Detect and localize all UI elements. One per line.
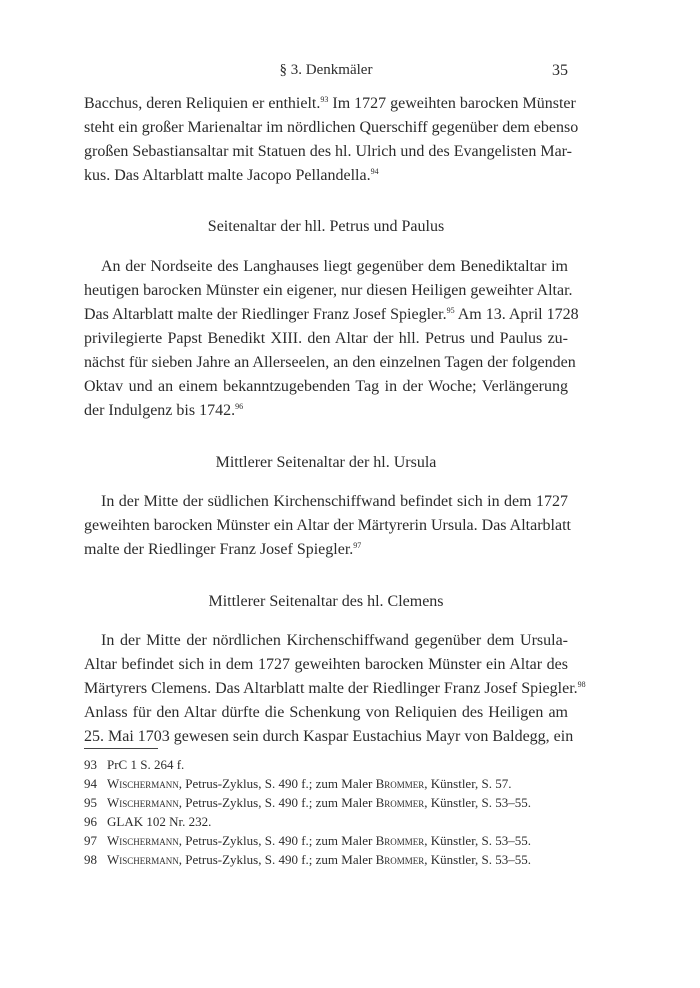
text-line: malte der Riedlinger Franz Josef Spiegler.$^{97}$ xyxy=(84,541,362,558)
footnote: 98 Wischermann, Petrus-Zyklus, S. 490 f.; zum Maler Brommer, Künstler, S. 53–55. xyxy=(84,852,531,867)
section-heading: Seitenaltar der hll. Petrus und Paulus xyxy=(207,218,445,235)
footnote-divider xyxy=(84,748,158,749)
section-heading: Mittlerer Seitenaltar der hl. Ursula xyxy=(215,454,437,471)
text-line: In der Mitte der südlichen Kirchenschiffwand befindet sich in dem 1727 xyxy=(101,493,568,510)
text-line: geweihten barocken Münster ein Altar der Märtyrerin Ursula. Das Altarblatt xyxy=(84,517,571,534)
text-line: privilegierte Papst Benedikt XIII. den Altar der hll. Petrus und Paulus zu- xyxy=(84,330,568,347)
text-line: Märtyrers Clemens. Das Altarblatt malte der Riedlinger Franz Josef Spiegler.$^{98}$ xyxy=(84,680,586,697)
footnote: 95 Wischermann, Petrus-Zyklus, S. 490 f.; zum Maler Brommer, Künstler, S. 53–55. xyxy=(84,795,531,810)
footnote-ref[interactable]: 93 xyxy=(320,95,329,104)
text-line: Bacchus, deren Reliquien er enthielt.$^{93}$ Im 1727 geweihten barocken Münster xyxy=(84,95,576,112)
footnote: 97 Wischermann, Petrus-Zyklus, S. 490 f.; zum Maler Brommer, Künstler, S. 53–55. xyxy=(84,833,531,848)
footnote-ref[interactable]: 98 xyxy=(577,680,586,689)
text-line: kus. Das Altarblatt malte Jacopo Pellandella.$^{94}$ xyxy=(84,167,379,184)
text-line: Anlass für den Altar dürfte die Schenkung von Reliquien des Heiligen am xyxy=(84,704,568,721)
footnote-ref[interactable]: 97 xyxy=(353,541,362,550)
footnote-ref[interactable]: 95 xyxy=(446,306,455,315)
text-line: In der Mitte der nördlichen Kirchenschiffwand gegenüber dem Ursula- xyxy=(101,632,568,649)
page-number: 35 xyxy=(552,62,568,79)
text-line: Altar befindet sich in dem 1727 geweihten barocken Münster ein Altar des xyxy=(84,656,568,673)
footnote-ref[interactable]: 96 xyxy=(235,402,244,411)
text-line: der Indulgenz bis 1742.96 xyxy=(84,402,244,419)
section-heading: Mittlerer Seitenaltar des hl. Clemens xyxy=(208,593,444,610)
section-title: § 3. Denkmäler xyxy=(279,62,373,78)
text-line: großen Sebastiansaltar mit Statuen des hl. Ulrich und des Evangelisten Mar- xyxy=(84,143,573,160)
footnote: 96 GLAK 102 Nr. 232. xyxy=(84,814,212,829)
running-head xyxy=(84,62,568,82)
text-line: Oktav und an einem bekanntzugebenden Tag in der Woche; Verlängerung xyxy=(84,378,568,395)
text-line: 25. Mai 1703 gewesen sein durch Kaspar Eustachius Mayr von Baldegg, ein xyxy=(84,728,574,745)
text-line: An der Nordseite des Langhauses liegt gegenüber dem Benediktaltar im xyxy=(101,258,568,275)
text-line: heutigen barocken Münster ein eigener, nur diesen Heiligen geweihter Altar. xyxy=(84,282,573,299)
text-line: nächst für sieben Jahre an Allerseelen, an den einzelnen Tagen der folgenden xyxy=(84,354,576,371)
footnote: 94 Wischermann, Petrus-Zyklus, S. 490 f.; zum Maler Brommer, Künstler, S. 57. xyxy=(84,776,512,791)
footnote: 93 PrC 1 S. 264 f. xyxy=(84,757,185,772)
text-line: Das Altarblatt malte der Riedlinger Franz Josef Spiegler.$^{95}$ Am 13. April 1728 xyxy=(84,306,579,323)
text-line: steht ein großer Marienaltar im nördlichen Querschiff gegenüber dem ebenso xyxy=(84,119,579,136)
footnote-ref[interactable]: 94 xyxy=(370,167,379,176)
